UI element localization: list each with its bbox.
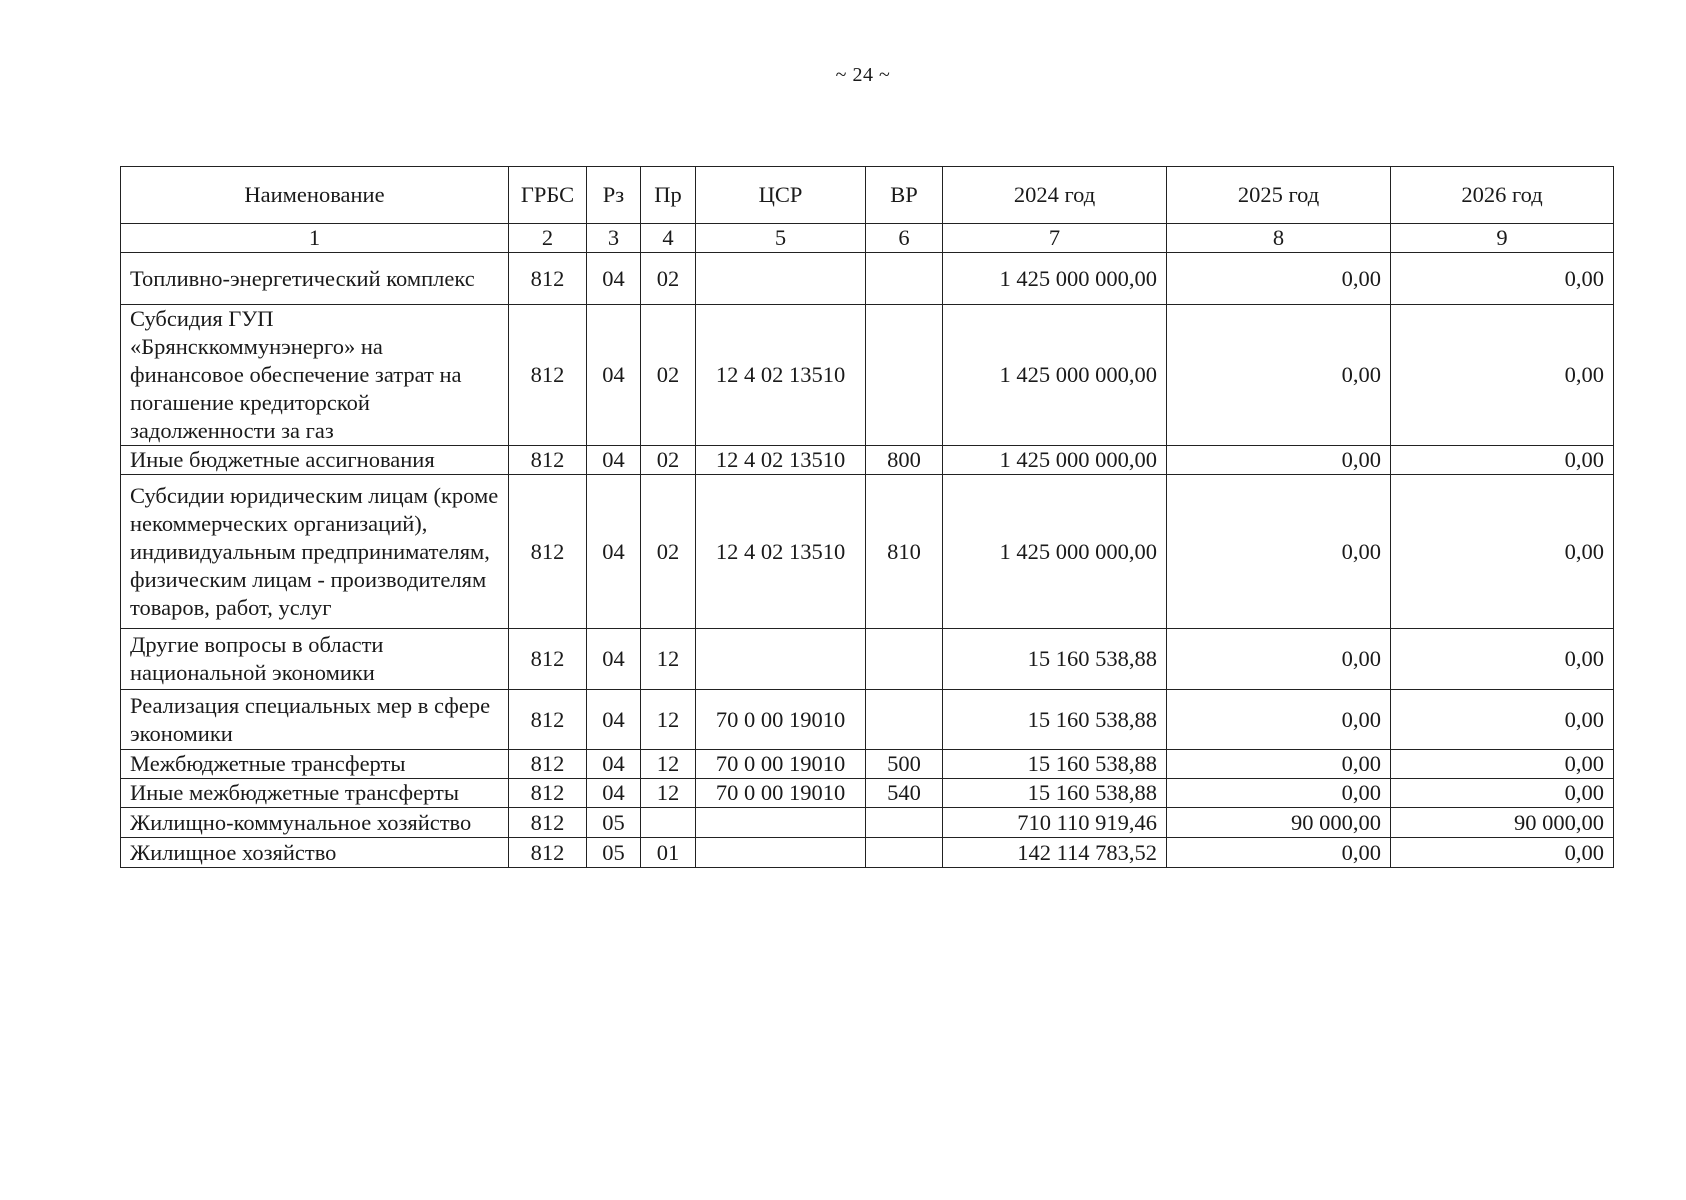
cell-pr: 02 xyxy=(641,475,696,629)
cell-2024: 1 425 000 000,00 xyxy=(943,305,1167,446)
cell-name: Реализация специальных мер в сфере экономики xyxy=(121,690,509,750)
cell-2026: 0,00 xyxy=(1391,475,1614,629)
cell-vr: 500 xyxy=(866,750,943,779)
cell-name: Жилищное хозяйство xyxy=(121,838,509,868)
cell-pr xyxy=(641,808,696,838)
cell-2024: 15 160 538,88 xyxy=(943,750,1167,779)
cell-2026: 0,00 xyxy=(1391,446,1614,475)
cell-csr: 70 0 00 19010 xyxy=(696,750,866,779)
header-2026: 2026 год xyxy=(1391,167,1614,224)
cell-rz: 04 xyxy=(587,779,641,808)
cell-name: Межбюджетные трансферты xyxy=(121,750,509,779)
cell-grbs: 812 xyxy=(509,305,587,446)
cell-grbs: 812 xyxy=(509,690,587,750)
cell-2026: 0,00 xyxy=(1391,305,1614,446)
table-row xyxy=(121,446,1614,475)
cell-rz: 04 xyxy=(587,305,641,446)
column-index: 1 xyxy=(121,224,509,253)
cell-grbs: 812 xyxy=(509,779,587,808)
cell-vr xyxy=(866,808,943,838)
cell-rz: 04 xyxy=(587,253,641,305)
cell-2024: 15 160 538,88 xyxy=(943,629,1167,690)
column-index: 3 xyxy=(587,224,641,253)
cell-rz: 04 xyxy=(587,750,641,779)
column-index: 5 xyxy=(696,224,866,253)
cell-vr: 810 xyxy=(866,475,943,629)
cell-name: Жилищно-коммунальное хозяйство xyxy=(121,808,509,838)
cell-2024: 15 160 538,88 xyxy=(943,779,1167,808)
header-rz: Рз xyxy=(587,167,641,224)
table-row xyxy=(121,253,1614,305)
cell-vr xyxy=(866,690,943,750)
cell-rz: 04 xyxy=(587,690,641,750)
cell-grbs: 812 xyxy=(509,838,587,868)
cell-csr: 12 4 02 13510 xyxy=(696,475,866,629)
cell-pr: 02 xyxy=(641,305,696,446)
header-csr: ЦСР xyxy=(696,167,866,224)
cell-name: Иные межбюджетные трансферты xyxy=(121,779,509,808)
cell-2026: 0,00 xyxy=(1391,629,1614,690)
cell-csr: 12 4 02 13510 xyxy=(696,446,866,475)
cell-rz: 04 xyxy=(587,629,641,690)
cell-2024: 710 110 919,46 xyxy=(943,808,1167,838)
cell-rz: 05 xyxy=(587,838,641,868)
table-row xyxy=(121,779,1614,808)
cell-grbs: 812 xyxy=(509,253,587,305)
cell-grbs: 812 xyxy=(509,808,587,838)
budget-table xyxy=(120,166,1614,868)
cell-name: Субсидии юридическим лицам (кроме некоммерческих организаций), индивидуальным предпринимателям, физическим лицам - производителям товаров, работ, услуг xyxy=(121,475,509,629)
cell-2025: 0,00 xyxy=(1167,253,1391,305)
cell-pr: 01 xyxy=(641,838,696,868)
cell-name: Иные бюджетные ассигнования xyxy=(121,446,509,475)
cell-name: Топливно-энергетический комплекс xyxy=(121,253,509,305)
table-row xyxy=(121,808,1614,838)
header-pr: Пр xyxy=(641,167,696,224)
cell-2026: 0,00 xyxy=(1391,838,1614,868)
table-row xyxy=(121,750,1614,779)
cell-rz: 05 xyxy=(587,808,641,838)
column-index: 8 xyxy=(1167,224,1391,253)
header-vr: ВР xyxy=(866,167,943,224)
cell-pr: 02 xyxy=(641,253,696,305)
cell-rz: 04 xyxy=(587,475,641,629)
cell-2026: 0,00 xyxy=(1391,690,1614,750)
cell-2026: 0,00 xyxy=(1391,779,1614,808)
cell-grbs: 812 xyxy=(509,750,587,779)
cell-pr: 02 xyxy=(641,446,696,475)
column-index: 9 xyxy=(1391,224,1614,253)
cell-csr xyxy=(696,838,866,868)
cell-pr: 12 xyxy=(641,629,696,690)
table-row xyxy=(121,475,1614,629)
cell-csr: 70 0 00 19010 xyxy=(696,779,866,808)
cell-2024: 142 114 783,52 xyxy=(943,838,1167,868)
cell-rz: 04 xyxy=(587,446,641,475)
cell-vr xyxy=(866,838,943,868)
cell-csr: 70 0 00 19010 xyxy=(696,690,866,750)
cell-pr: 12 xyxy=(641,750,696,779)
cell-name: Субсидия ГУП «Брянсккоммунэнерго» на финансовое обеспечение затрат на погашение кредиторской задолженности за газ xyxy=(121,305,509,446)
cell-vr: 800 xyxy=(866,446,943,475)
cell-csr xyxy=(696,253,866,305)
column-index: 2 xyxy=(509,224,587,253)
cell-csr xyxy=(696,629,866,690)
cell-vr xyxy=(866,629,943,690)
cell-2026: 90 000,00 xyxy=(1391,808,1614,838)
cell-2024: 1 425 000 000,00 xyxy=(943,253,1167,305)
cell-2025: 0,00 xyxy=(1167,838,1391,868)
table-row xyxy=(121,305,1614,446)
cell-csr: 12 4 02 13510 xyxy=(696,305,866,446)
cell-2026: 0,00 xyxy=(1391,750,1614,779)
cell-2025: 0,00 xyxy=(1167,475,1391,629)
column-index: 7 xyxy=(943,224,1167,253)
cell-name: Другие вопросы в области национальной экономики xyxy=(121,629,509,690)
header-name: Наименование xyxy=(121,167,509,224)
cell-vr xyxy=(866,253,943,305)
column-index: 4 xyxy=(641,224,696,253)
cell-2025: 0,00 xyxy=(1167,629,1391,690)
cell-2025: 0,00 xyxy=(1167,750,1391,779)
cell-2025: 90 000,00 xyxy=(1167,808,1391,838)
cell-grbs: 812 xyxy=(509,629,587,690)
cell-2025: 0,00 xyxy=(1167,305,1391,446)
cell-2025: 0,00 xyxy=(1167,779,1391,808)
table-row xyxy=(121,629,1614,690)
header-grbs: ГРБС xyxy=(509,167,587,224)
table-row xyxy=(121,690,1614,750)
cell-grbs: 812 xyxy=(509,475,587,629)
column-index-row xyxy=(121,224,1614,253)
cell-vr: 540 xyxy=(866,779,943,808)
cell-2024: 1 425 000 000,00 xyxy=(943,475,1167,629)
cell-grbs: 812 xyxy=(509,446,587,475)
cell-2024: 15 160 538,88 xyxy=(943,690,1167,750)
cell-csr xyxy=(696,808,866,838)
cell-2024: 1 425 000 000,00 xyxy=(943,446,1167,475)
page-number: ~ 24 ~ xyxy=(835,64,891,86)
header-2024: 2024 год xyxy=(943,167,1167,224)
cell-2025: 0,00 xyxy=(1167,690,1391,750)
cell-2026: 0,00 xyxy=(1391,253,1614,305)
cell-pr: 12 xyxy=(641,779,696,808)
header-2025: 2025 год xyxy=(1167,167,1391,224)
column-index: 6 xyxy=(866,224,943,253)
cell-vr xyxy=(866,305,943,446)
cell-2025: 0,00 xyxy=(1167,446,1391,475)
cell-pr: 12 xyxy=(641,690,696,750)
header-row xyxy=(121,167,1614,224)
table-row xyxy=(121,838,1614,868)
